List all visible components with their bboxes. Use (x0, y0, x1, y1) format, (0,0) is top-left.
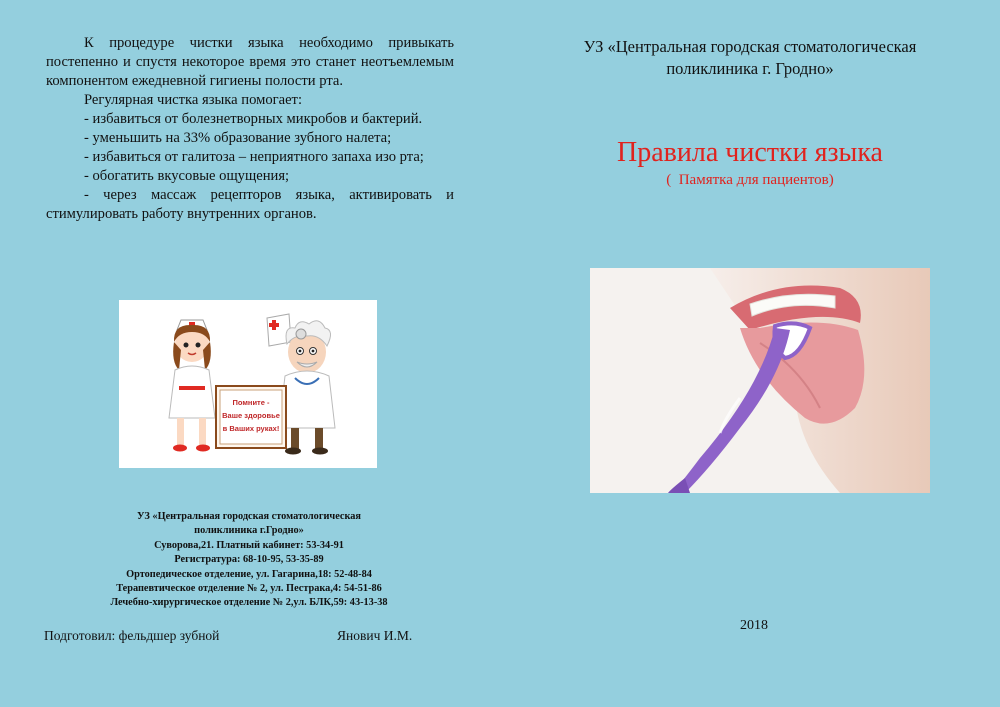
sign-line-3: в Ваших руках! (222, 424, 280, 433)
contact-line: УЗ «Центральная городская стоматологическая (137, 511, 361, 522)
org-line-1: УЗ «Центральная городская стоматологическая (583, 37, 917, 56)
intro-text (46, 34, 454, 224)
reminder-sign (216, 386, 286, 448)
benefits-heading: Регулярная чистка языка помогает: (84, 92, 302, 108)
benefit-item: - через массаж рецепторов языка, активировать и стимулировать работу внутренних органов. (46, 187, 454, 222)
tongue-scraper-image (590, 268, 930, 493)
contact-line: Терапевтическое отделение № 2, ул. Пестрака,4: 54-51-86 (116, 583, 382, 595)
doctors-cartoon (119, 300, 377, 468)
brochure-title: Правила чистки языка (617, 137, 883, 168)
contact-line: Суворова,21. Платный кабинет: 53-34-91 (154, 539, 344, 551)
tongue-cleaning-photo (590, 268, 930, 493)
org-line-2: поликлиника г. Гродно» (666, 59, 834, 78)
contact-line: Ортопедическое отделение, ул. Гагарина,18: 52-48-84 (126, 568, 372, 580)
benefit-item: - избавиться от галитоза – неприятного запаха изо рта; (84, 149, 424, 165)
author-name: Янович И.М. (337, 628, 413, 643)
right-panel (500, 0, 1000, 707)
sign-line-1: Помните - (232, 398, 270, 407)
contact-line: поликлиника г.Гродно» (194, 525, 304, 537)
intro-paragraph: К процедуре чистки языка необходимо привыкать постепенно и спустя некоторое время это станет неотъемлемым компонентом ежедневной гигиены полости рта. (46, 35, 454, 89)
benefit-item: - обогатить вкусовые ощущения; (84, 168, 290, 184)
publication-year: 2018 (740, 618, 768, 633)
clinic-contacts (30, 510, 468, 611)
doctors-illustration (119, 300, 377, 468)
nurse-figure (169, 320, 215, 452)
contact-line: Регистратура: 68-10-95, 53-35-89 (174, 554, 324, 566)
contact-line: Лечебно-хирургическое отделение № 2,ул. БЛК,59: 43-13-38 (110, 597, 388, 609)
brochure-subtitle: ( Памятка для пациентов) (666, 172, 834, 188)
benefit-item: - избавиться от болезнетворных микробов и бактерий. (84, 111, 423, 127)
organization-name (530, 36, 970, 80)
prepared-by: Подготовил: фельдшер зубной (44, 628, 220, 643)
benefit-item: - уменьшить на 33% образование зубного налета; (84, 130, 392, 146)
sign-line-2: Ваше здоровье (222, 411, 280, 420)
